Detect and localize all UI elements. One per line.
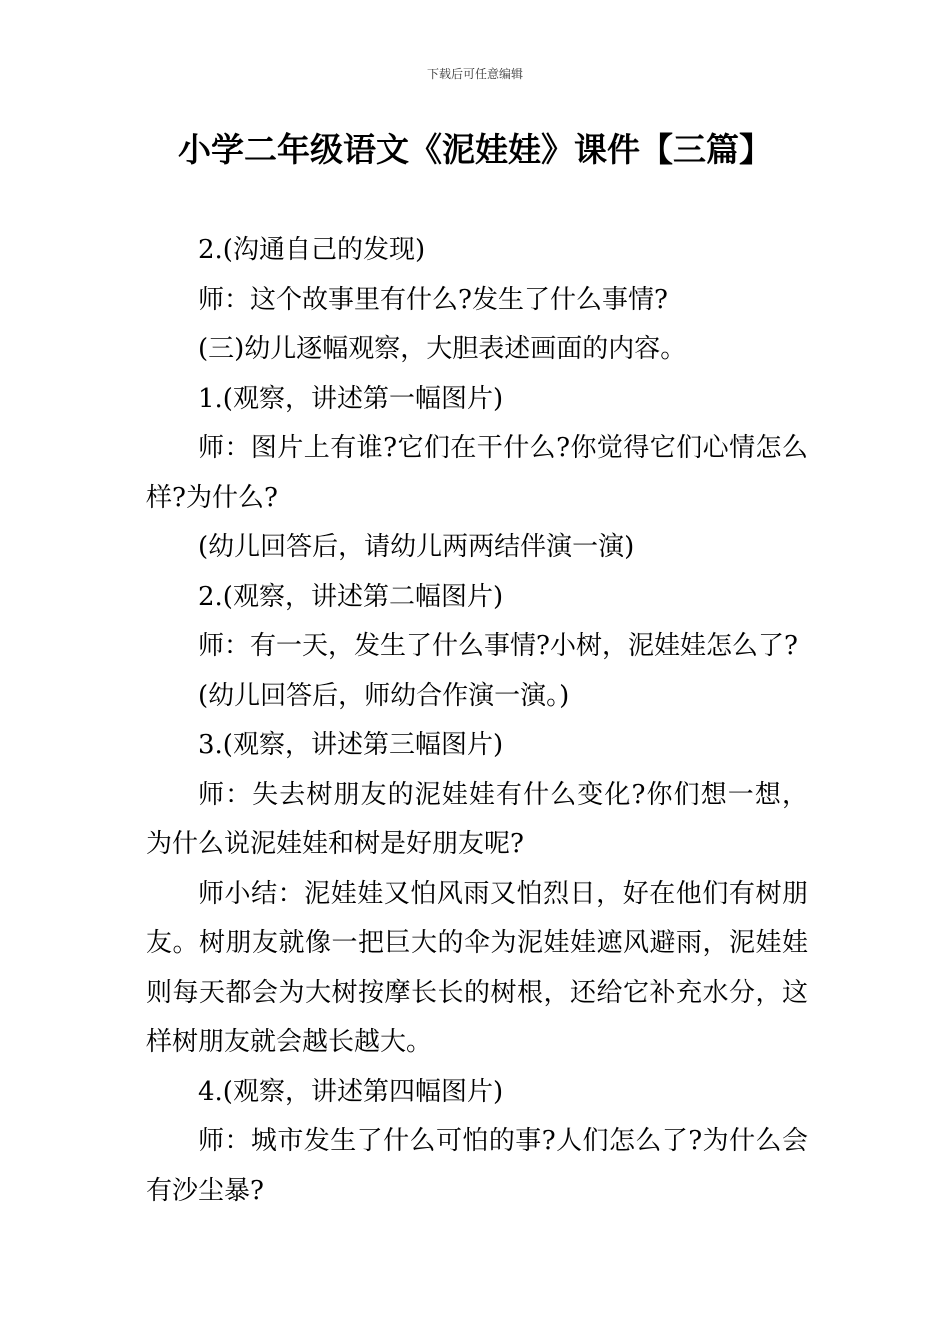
- paragraph-12: 师小结：泥娃娃又怕风雨又怕烈日，好在他们有树朋友。树朋友就像一把巨大的伞为泥娃娃遮风避雨，泥娃娃则每天都会为大树按摩长长的树根，还给它补充水分，这样树朋友就会越长越大。: [146, 878, 808, 1057]
- document-body: [146, 226, 808, 1216]
- paragraph-11: 师：失去树朋友的泥娃娃有什么变化?你们想一想，为什么说泥娃娃和树是好朋友呢?: [146, 779, 808, 859]
- paragraph-3: (三)幼儿逐幅观察，大胆表述画面的内容。: [198, 334, 687, 364]
- document-title: 小学二年级语文《泥娃娃》课件【三篇】: [178, 130, 772, 169]
- header-note: 下载后可任意编辑: [426, 67, 523, 81]
- paragraph-6: (幼儿回答后，请幼儿两两结伴演一演): [198, 532, 635, 562]
- paragraph-14: 师：城市发生了什么可怕的事?人们怎么了?为什么会有沙尘暴?: [146, 1126, 808, 1206]
- paragraph-5: 师：图片上有谁?它们在干什么?你觉得它们心情怎么样?为什么?: [146, 433, 808, 513]
- paragraph-13: 4.(观察，讲述第四幅图片): [198, 1076, 504, 1107]
- paragraph-10: 3.(观察，讲述第三幅图片): [198, 730, 504, 760]
- paragraph-7: 2.(观察，讲述第二幅图片): [198, 581, 504, 612]
- paragraph-2: 师：这个故事里有什么?发生了什么事情?: [198, 284, 668, 315]
- paragraph-9: (幼儿回答后，师幼合作演一演。): [198, 680, 570, 711]
- paragraph-1: 2.(沟通自己的发现): [198, 235, 426, 265]
- paragraph-4: 1.(观察，讲述第一幅图片): [198, 383, 504, 414]
- paragraph-8: 师：有一天，发生了什么事情?小树，泥娃娃怎么了?: [198, 631, 798, 661]
